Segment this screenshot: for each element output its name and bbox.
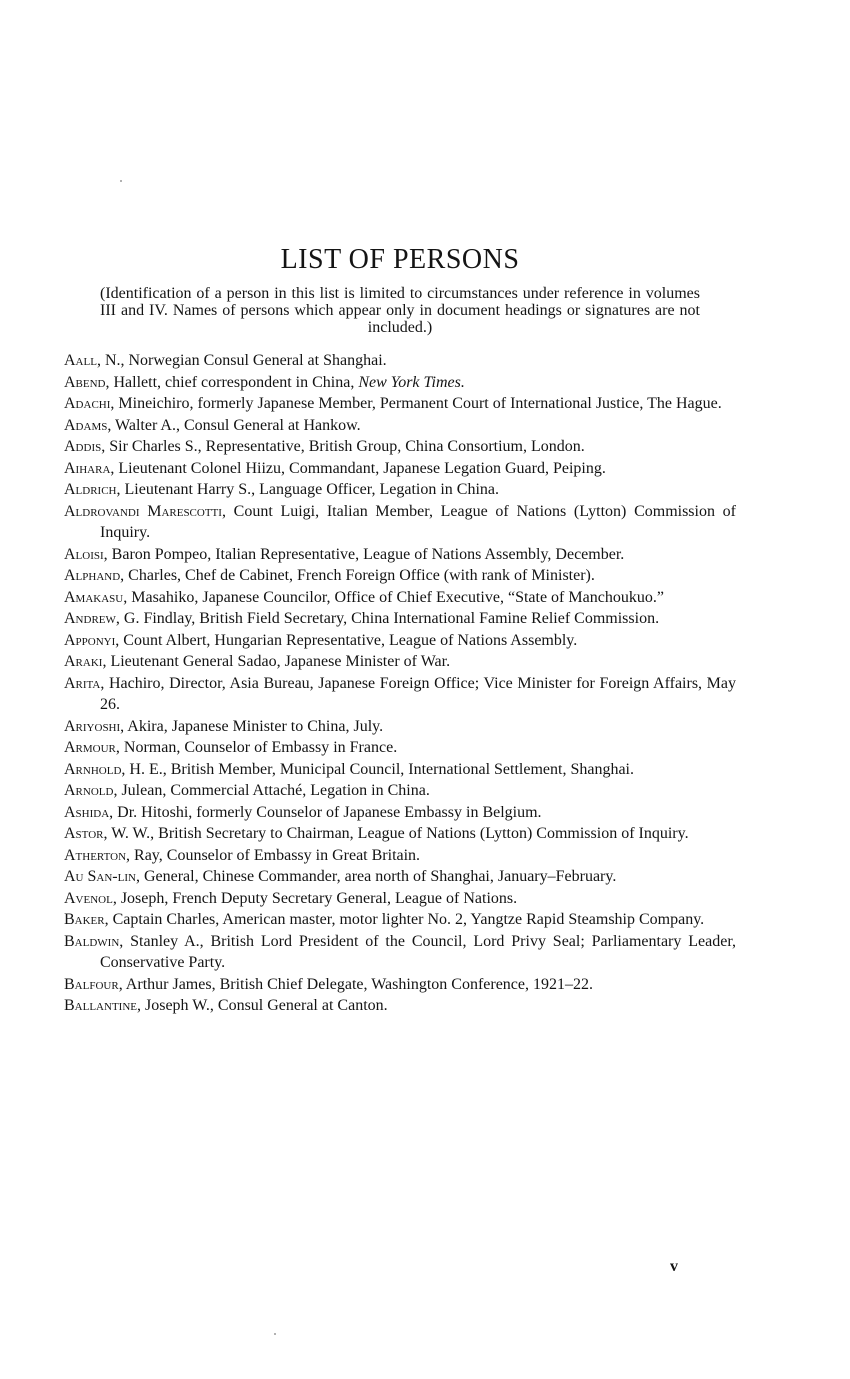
person-description: , General, Chinese Commander, area north of Shanghai, January–February. bbox=[135, 868, 617, 885]
person-description: , Ray, Counselor of Embassy in Great Britain. bbox=[126, 846, 421, 864]
scan-speck bbox=[274, 1333, 276, 1335]
list-item bbox=[64, 888, 736, 910]
person-name: Apponyi bbox=[64, 631, 116, 649]
person-name: Aall bbox=[64, 352, 97, 369]
person-description: , Julean, Commercial Attaché, Legation in China. bbox=[113, 782, 430, 799]
person-description: , Norman, Counselor of Embassy in France. bbox=[115, 739, 398, 756]
list-item bbox=[64, 845, 736, 867]
person-name: Ballantine bbox=[64, 997, 137, 1014]
person-name: Baker bbox=[64, 911, 105, 928]
intro-note: (Identification of a person in this list is limited to circumstances under reference in volumes III and IV. Names of persons which appear only in document headings or signatures are not included.) bbox=[100, 285, 700, 336]
page-number: v bbox=[670, 1258, 678, 1275]
list-item bbox=[64, 995, 736, 1017]
person-description: , Lieutenant General Sadao, Japanese Minister of War. bbox=[102, 653, 451, 670]
list-item bbox=[64, 458, 736, 480]
person-name: Alphand bbox=[64, 567, 121, 584]
list-item bbox=[64, 716, 736, 738]
person-description: , Count Luigi, Italian Member, League of Nations (Lytton) Commission of Inquiry. bbox=[100, 502, 737, 541]
list-item bbox=[64, 974, 736, 996]
person-description: , Captain Charles, American master, motor lighter No. 2, Yangtze Rapid Steamship Company. bbox=[104, 911, 705, 928]
person-name: Atherton bbox=[64, 846, 127, 864]
person-description: , Joseph, French Deputy Secretary General, League of Nations. bbox=[112, 889, 518, 907]
list-item bbox=[64, 931, 736, 974]
person-description: , Lieutenant Harry S., Language Officer, Legation in China. bbox=[116, 481, 499, 498]
list-item bbox=[64, 737, 736, 759]
person-name: Adachi bbox=[64, 395, 111, 412]
person-description: , Joseph W., Consul General at Canton. bbox=[137, 997, 388, 1014]
list-item bbox=[64, 909, 736, 931]
person-description: , Walter A., Consul General at Hankow. bbox=[107, 416, 361, 434]
person-name: Ashida bbox=[64, 803, 110, 821]
person-description: , Hallett, chief correspondent in China, bbox=[105, 373, 359, 391]
person-name: Baldwin bbox=[64, 932, 120, 950]
list-item bbox=[64, 802, 736, 824]
person-description: , G. Findlay, British Field Secretary, China International Famine Relief Commission. bbox=[115, 610, 660, 627]
list-item bbox=[64, 673, 736, 716]
person-description: , Lieutenant Colonel Hiizu, Commandant, Japanese Legation Guard, Peiping. bbox=[110, 459, 606, 477]
person-description: , H. E., British Member, Municipal Council, International Settlement, Shanghai. bbox=[121, 760, 634, 778]
list-item bbox=[64, 651, 736, 673]
list-item bbox=[64, 587, 736, 609]
page-title: LIST OF PERSONS bbox=[280, 244, 520, 275]
list-item bbox=[64, 780, 736, 802]
person-description: , Masahiko, Japanese Councilor, Office of Chief Executive, “State of Manchoukuo.” bbox=[123, 588, 664, 606]
person-description: , Dr. Hitoshi, formerly Counselor of Japanese Embassy in Belgium. bbox=[109, 803, 542, 821]
list-item bbox=[64, 479, 736, 501]
person-description: , Baron Pompeo, Italian Representative, League of Nations Assembly, December. bbox=[103, 545, 625, 563]
list-item bbox=[64, 759, 736, 781]
person-name: Araki bbox=[64, 653, 103, 670]
person-name: Arita bbox=[64, 674, 101, 692]
person-name: Avenol bbox=[64, 889, 113, 907]
person-name: Arnold bbox=[64, 782, 114, 799]
person-name: Balfour bbox=[64, 975, 119, 993]
publication-title: New York Times. bbox=[358, 373, 465, 391]
person-description: , W. W., British Secretary to Chairman, League of Nations (Lytton) Commission of Inquiry. bbox=[103, 825, 689, 842]
list-item bbox=[64, 565, 736, 587]
list-item bbox=[64, 501, 736, 544]
list-item bbox=[64, 866, 736, 888]
list-item bbox=[64, 350, 736, 372]
list-item bbox=[64, 823, 736, 845]
person-description: , Charles, Chef de Cabinet, French Foreign Office (with rank of Minister). bbox=[120, 567, 595, 584]
scan-speck bbox=[120, 180, 122, 182]
person-name: Andrew bbox=[64, 610, 116, 627]
person-name: Ariyoshi bbox=[64, 717, 121, 735]
list-item bbox=[64, 544, 736, 566]
persons-list bbox=[64, 350, 736, 1017]
person-description: , Stanley A., British Lord President of the Council, Lord Privy Seal; Parliamentary Leader, Conservative Party. bbox=[100, 932, 736, 971]
list-item bbox=[64, 372, 736, 394]
person-description: , Arthur James, British Chief Delegate, Washington Conference, 1921–22. bbox=[118, 975, 594, 993]
person-name: Au San-lin bbox=[64, 868, 136, 885]
person-name: Aldrich bbox=[64, 481, 117, 498]
person-name: Amakasu bbox=[64, 588, 124, 606]
person-description: , Sir Charles S., Representative, British Group, China Consortium, London. bbox=[101, 438, 585, 455]
list-item bbox=[64, 608, 736, 630]
person-name: Astor bbox=[64, 825, 104, 842]
person-name: Addis bbox=[64, 438, 102, 455]
list-item bbox=[64, 415, 736, 437]
person-name: Adams bbox=[64, 416, 108, 434]
person-description: , Hachiro, Director, Asia Bureau, Japanese Foreign Office; Vice Minister for Foreign Affairs, May 26. bbox=[100, 674, 736, 713]
person-name: Arnhold bbox=[64, 760, 122, 778]
person-name: Abend bbox=[64, 373, 106, 391]
person-name: Aloisi bbox=[64, 545, 104, 563]
person-description: , Akira, Japanese Minister to China, July. bbox=[120, 717, 384, 735]
person-name: Aldrovandi Marescotti bbox=[64, 502, 222, 520]
list-item bbox=[64, 393, 736, 415]
person-description: , N., Norwegian Consul General at Shanghai. bbox=[96, 352, 387, 369]
person-description: , Count Albert, Hungarian Representative, League of Nations Assembly. bbox=[115, 631, 578, 649]
person-description: , Mineichiro, formerly Japanese Member, Permanent Court of International Justice, The Hague. bbox=[110, 395, 722, 412]
list-item bbox=[64, 630, 736, 652]
person-name: Aihara bbox=[64, 459, 111, 477]
person-name: Armour bbox=[64, 739, 116, 756]
list-item bbox=[64, 436, 736, 458]
